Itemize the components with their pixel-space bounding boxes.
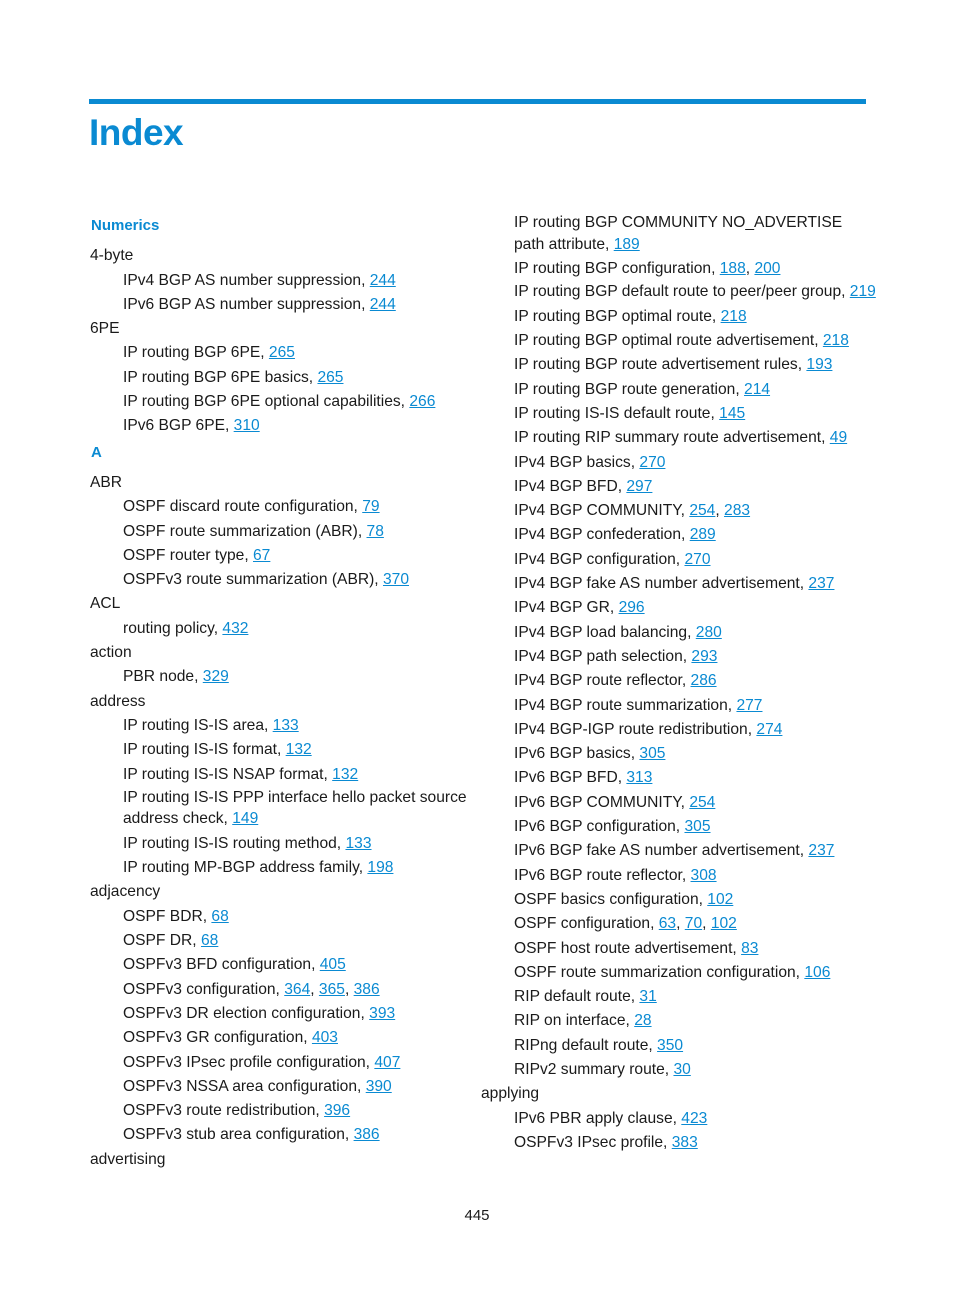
page-link[interactable]: 350: [657, 1036, 684, 1054]
index-subentry: [481, 766, 876, 790]
page-link[interactable]: 310: [233, 417, 260, 435]
index-entry-label: IPv6 BGP configuration,: [514, 818, 685, 836]
index-entry-label: A: [91, 443, 102, 461]
index-subentry: [481, 353, 876, 377]
index-entry-label: OSPFv3 IPsec profile,: [514, 1133, 672, 1151]
index-subentry: [481, 815, 876, 839]
page-link[interactable]: 329: [202, 668, 229, 686]
page-link[interactable]: 189: [613, 235, 640, 253]
index-subentry: [90, 520, 470, 544]
index-term: [90, 592, 470, 616]
index-term: [90, 880, 470, 904]
index-entry-label: ABR: [90, 473, 123, 491]
page-link[interactable]: 280: [695, 623, 722, 641]
index-entry-label: IPv6 BGP basics,: [514, 745, 640, 763]
index-entry-label: IPv6 PBR apply clause,: [514, 1109, 682, 1127]
index-entry-label: advertising: [90, 1150, 166, 1168]
index-entry-label: IP routing IS-IS format,: [123, 741, 286, 759]
page-link[interactable]: 266: [409, 393, 436, 411]
page-link[interactable]: 274: [756, 720, 783, 738]
page-link[interactable]: 214: [744, 380, 771, 398]
index-subentry: [481, 742, 876, 766]
page-link[interactable]: 305: [684, 818, 711, 836]
page-link[interactable]: 313: [626, 769, 653, 787]
index-subentry: [481, 212, 876, 257]
page-link[interactable]: 244: [369, 271, 396, 289]
page-link[interactable]: 254: [689, 502, 716, 520]
index-entry-label: OSPFv3 GR configuration,: [123, 1029, 312, 1047]
index-subentry: [481, 1131, 876, 1155]
index-entry-label: IPv4 BGP AS number suppression,: [123, 271, 370, 289]
index-subentry: [90, 714, 470, 738]
index-entry-label: IPv4 BGP route reflector,: [514, 672, 691, 690]
index-entry-label: IPv4 BGP path selection,: [514, 647, 692, 665]
index-term: [90, 244, 470, 268]
index-subentry: [481, 378, 876, 402]
index-subentry: [90, 832, 470, 856]
index-entry-label: IPv6 BGP 6PE,: [123, 417, 234, 435]
page-link[interactable]: 149: [232, 810, 259, 828]
page-link[interactable]: 423: [681, 1109, 708, 1127]
index-entry-label: IPv4 BGP BFD,: [514, 477, 627, 495]
page-link[interactable]: 67: [253, 546, 271, 564]
page-link[interactable]: 133: [272, 716, 299, 734]
index-entry-label: OSPF DR,: [123, 932, 201, 950]
index-entry-label: IPv6 BGP COMMUNITY,: [514, 793, 690, 811]
index-entry-label: IP routing IS-IS default route,: [514, 404, 720, 422]
page-link[interactable]: 63: [658, 915, 677, 933]
index-entry-label: OSPFv3 route redistribution,: [123, 1102, 325, 1120]
index-subentry: [481, 864, 876, 888]
index-term: [90, 317, 470, 341]
index-subentry: [90, 787, 470, 832]
index-entry-label: IP routing BGP route advertisement rules,: [514, 356, 807, 374]
index-subentry: [481, 305, 876, 329]
page-link[interactable]: 219: [849, 283, 876, 301]
index-entry-label: OSPFv3 DR election configuration,: [123, 1004, 370, 1022]
index-entry-label: RIP default route,: [514, 988, 640, 1006]
page-link[interactable]: 403: [311, 1029, 338, 1047]
index-subentry: [481, 281, 876, 305]
page-link[interactable]: 265: [317, 368, 344, 386]
index-subentry: [90, 366, 470, 390]
index-subentry: [481, 839, 876, 863]
index-entry-label: IPv6 BGP AS number suppression,: [123, 295, 370, 313]
index-entry-label: IP routing BGP optimal route advertisement,: [514, 332, 823, 350]
page-number: 445: [464, 1207, 490, 1224]
index-entry-label: RIPng default route,: [514, 1036, 658, 1054]
index-subentry: [90, 1051, 470, 1075]
index-subentry: [481, 548, 876, 572]
index-entry-label: IP routing IS-IS PPP interface hello packet source address check,: [123, 788, 467, 828]
page-link[interactable]: 270: [639, 453, 666, 471]
index-subentry: [90, 1075, 470, 1099]
index-entry-label: IP routing BGP default route to peer/peer group,: [514, 283, 850, 301]
index-subentry: [90, 1099, 470, 1123]
index-entry-label: IPv4 BGP basics,: [514, 453, 640, 471]
page-link[interactable]: 70: [684, 915, 703, 933]
page-link[interactable]: 293: [691, 647, 718, 665]
page-link[interactable]: 405: [319, 956, 346, 974]
index-entry-label: routing policy,: [123, 619, 223, 637]
index-entry-label: IP routing BGP 6PE optional capabilities,: [123, 393, 410, 411]
index-subentry: [481, 985, 876, 1009]
title-rule: [89, 99, 866, 104]
index-subentry: [481, 645, 876, 669]
index-subentry: [90, 390, 470, 414]
index-subentry: [90, 905, 470, 929]
page-link[interactable]: 386: [353, 1126, 380, 1144]
index-subentry: [481, 1058, 876, 1082]
page-link[interactable]: 218: [822, 332, 849, 350]
index-entry-label: OSPF basics configuration,: [514, 890, 708, 908]
index-entry-label: adjacency: [90, 883, 161, 901]
index-subentry: [90, 1026, 470, 1050]
index-subentry: [90, 953, 470, 977]
page-link[interactable]: 370: [382, 571, 410, 589]
page-link[interactable]: 145: [719, 404, 746, 422]
index-subentry: [90, 568, 470, 592]
page-link[interactable]: 132: [332, 765, 359, 783]
index-entry-label: IPv4 BGP-IGP route redistribution,: [514, 720, 757, 738]
index-subentry: [481, 329, 876, 353]
index-term: [90, 641, 470, 665]
index-entry-label: OSPF discard route configuration,: [123, 498, 363, 516]
index-entry-label: IPv4 BGP fake AS number advertisement,: [514, 575, 809, 593]
index-subentry: [481, 937, 876, 961]
page-link[interactable]: 432: [222, 619, 249, 637]
index-subentry: [90, 929, 470, 953]
index-entry-label: IP routing BGP 6PE,: [123, 344, 269, 362]
index-subentry: [481, 572, 876, 596]
index-subentry: [481, 888, 876, 912]
index-entry-label: IP routing BGP COMMUNITY NO_ADVERTISE path attribute,: [514, 214, 843, 253]
page-link[interactable]: 106: [804, 963, 831, 981]
index-entry-label: OSPF router type,: [123, 546, 253, 564]
index-subentry: [481, 402, 876, 426]
index-entry-label: IPv6 BGP route reflector,: [514, 866, 691, 884]
page-link[interactable]: 31: [639, 988, 657, 1006]
page-link[interactable]: 218: [720, 307, 747, 325]
index-column-right: [481, 212, 876, 1155]
page-separator: ,: [702, 915, 711, 933]
page-link[interactable]: 396: [324, 1102, 351, 1120]
index-entry-label: IP routing IS-IS NSAP format,: [123, 765, 333, 783]
index-subentry: [481, 912, 876, 936]
index-subentry: [90, 1002, 470, 1026]
index-entry-label: IPv4 BGP load balancing,: [514, 623, 696, 641]
page-separator: ,: [745, 260, 755, 277]
index-subentry: [90, 293, 470, 317]
index-subentry: [90, 269, 470, 293]
page-link[interactable]: 132: [285, 741, 312, 759]
page-link[interactable]: 28: [634, 1012, 652, 1030]
index-column-left: [90, 212, 470, 1172]
page-link[interactable]: 286: [690, 672, 717, 690]
page-link[interactable]: 296: [618, 599, 645, 617]
page-link[interactable]: 83: [741, 939, 759, 957]
index-subentry: [481, 669, 876, 693]
index-entry-label: IPv4 BGP GR,: [514, 599, 619, 617]
index-subentry: [481, 451, 876, 475]
index-entry-label: IPv4 BGP configuration,: [514, 550, 685, 568]
index-term: [90, 1148, 470, 1172]
page-link[interactable]: 237: [808, 842, 835, 860]
index-entry-label: OSPF BDR,: [123, 907, 212, 925]
index-subentry: [481, 1107, 876, 1131]
index-subentry: [481, 1034, 876, 1058]
index-entry-label: 6PE: [90, 320, 120, 338]
index-subentry: [481, 596, 876, 620]
page-link[interactable]: 193: [806, 356, 833, 374]
page-link[interactable]: 254: [689, 793, 716, 811]
page-link[interactable]: 68: [200, 932, 219, 950]
index-entry-label: IPv4 BGP route summarization,: [514, 696, 737, 714]
index-term: [90, 690, 470, 714]
page-link[interactable]: 386: [353, 980, 380, 998]
index-subentry: [90, 978, 470, 1002]
index-term: [481, 1082, 876, 1106]
index-entry-label: IP routing BGP optimal route,: [514, 307, 721, 325]
index-subentry: [481, 257, 876, 281]
index-entry-label: 4-byte: [90, 247, 134, 265]
index-subentry: [481, 621, 876, 645]
index-subentry: [481, 718, 876, 742]
index-subentry: [481, 961, 876, 985]
page-link[interactable]: 383: [671, 1133, 698, 1151]
index-entry-label: action: [90, 644, 132, 662]
index-subentry: [481, 791, 876, 815]
page-link[interactable]: 200: [754, 260, 781, 277]
page-link[interactable]: 102: [707, 890, 734, 908]
index-entry-label: IP routing RIP summary route advertisement,: [514, 429, 830, 447]
index-entry-label: OSPF configuration,: [514, 915, 659, 933]
page-separator: ,: [715, 502, 725, 520]
index-subentry: [90, 544, 470, 568]
page-link[interactable]: 297: [626, 477, 653, 495]
index-subentry: [90, 665, 470, 689]
index-entry-label: IPv4 BGP COMMUNITY,: [514, 502, 690, 520]
index-section-heading: [90, 439, 470, 471]
index-subentry: [90, 738, 470, 762]
index-entry-label: IP routing BGP 6PE basics,: [123, 368, 318, 386]
index-entry-label: OSPFv3 route summarization (ABR),: [123, 571, 383, 589]
page-link[interactable]: 78: [366, 522, 384, 540]
page-link[interactable]: 237: [808, 575, 835, 593]
index-entry-label: IP routing IS-IS routing method,: [123, 834, 346, 852]
page-link[interactable]: 365: [318, 980, 345, 998]
index-subentry: [481, 475, 876, 499]
page-link[interactable]: 364: [284, 980, 311, 998]
page-link[interactable]: 393: [369, 1004, 396, 1022]
page-separator: ,: [310, 980, 319, 998]
page-link[interactable]: 188: [719, 260, 746, 277]
page-link[interactable]: 198: [367, 859, 394, 877]
index-subentry: [481, 426, 876, 450]
index-entry-label: OSPF route summarization configuration,: [514, 963, 805, 981]
index-entry-label: IP routing IS-IS area,: [123, 716, 273, 734]
index-subentry: [481, 1009, 876, 1033]
page-separator: ,: [676, 915, 685, 933]
page-link[interactable]: 79: [362, 498, 380, 516]
page-link[interactable]: 244: [369, 295, 396, 313]
index-subentry: [481, 499, 876, 523]
index-subentry: [90, 617, 470, 641]
index-subentry: [90, 1123, 470, 1147]
index-entry-label: OSPFv3 BFD configuration,: [123, 956, 320, 974]
index-entry-label: IPv6 BGP BFD,: [514, 769, 627, 787]
page-link[interactable]: 265: [268, 344, 295, 362]
index-entry-label: OSPFv3 NSSA area configuration,: [123, 1077, 366, 1095]
index-subentry: [481, 523, 876, 547]
index-entry-label: RIPv2 summary route,: [514, 1061, 674, 1078]
index-subentry: [90, 763, 470, 787]
index-entry-label: PBR node,: [123, 668, 203, 686]
index-entry-label: IP routing BGP configuration,: [514, 260, 720, 277]
index-subentry: [90, 341, 470, 365]
page-link[interactable]: 289: [689, 526, 716, 544]
page-link[interactable]: 49: [829, 429, 848, 447]
page-link[interactable]: 305: [639, 745, 666, 763]
page-link[interactable]: 308: [690, 866, 717, 884]
page-link[interactable]: 102: [710, 915, 737, 933]
index-entry-label: OSPFv3 stub area configuration,: [123, 1126, 354, 1144]
index-entry-label: Numerics: [91, 217, 160, 234]
index-entry-label: address: [90, 692, 146, 710]
page-title: Index: [89, 112, 184, 153]
index-entry-label: OSPFv3 configuration,: [123, 980, 285, 998]
index-entry-label: ACL: [90, 595, 121, 613]
page-link[interactable]: 68: [211, 907, 229, 925]
page-link[interactable]: 283: [724, 502, 751, 520]
index-term: [90, 471, 470, 495]
page-link[interactable]: 270: [684, 550, 711, 568]
index-subentry: [90, 414, 470, 438]
page-separator: ,: [344, 980, 354, 998]
index-entry-label: IP routing MP-BGP address family,: [123, 859, 368, 877]
page-link[interactable]: 30: [673, 1061, 691, 1078]
index-entry-label: RIP on interface,: [514, 1012, 635, 1030]
index-entry-label: OSPFv3 IPsec profile configuration,: [123, 1053, 375, 1071]
index-entry-label: IPv6 BGP fake AS number advertisement,: [514, 842, 809, 860]
index-entry-label: applying: [481, 1085, 540, 1103]
index-subentry: [481, 694, 876, 718]
page-link[interactable]: 277: [736, 696, 763, 714]
index-subentry: [90, 856, 470, 880]
index-entry-label: OSPF route summarization (ABR),: [123, 522, 367, 540]
page-link[interactable]: 133: [345, 834, 372, 852]
page-link[interactable]: 407: [374, 1053, 401, 1071]
index-section-heading: [90, 212, 470, 244]
index-entry-label: OSPF host route advertisement,: [514, 939, 742, 957]
page-link[interactable]: 390: [365, 1077, 392, 1095]
index-subentry: [90, 495, 470, 519]
index-entry-label: IPv4 BGP confederation,: [514, 526, 690, 544]
index-entry-label: IP routing BGP route generation,: [514, 380, 745, 398]
